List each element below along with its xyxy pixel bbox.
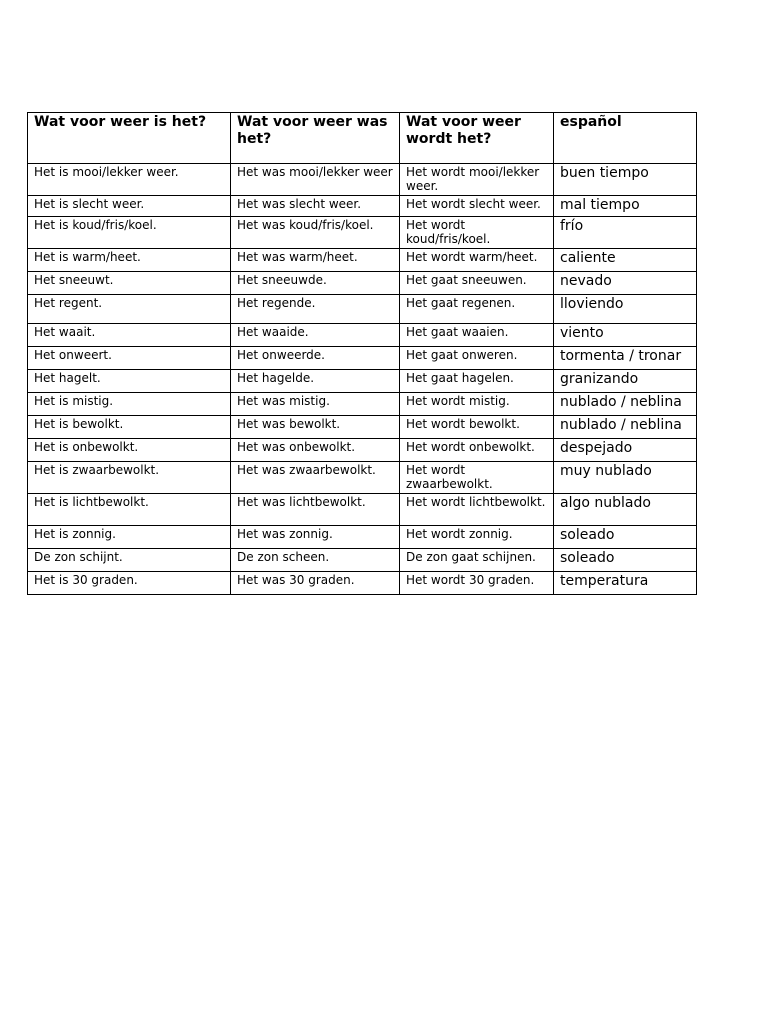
cell-past: Het was warm/heet. [231, 249, 400, 272]
cell-present: Het is onbewolkt. [28, 439, 231, 462]
cell-spanish: despejado [554, 439, 697, 462]
cell-present: Het is 30 graden. [28, 572, 231, 595]
cell-present: Het is bewolkt. [28, 416, 231, 439]
cell-present: Het is warm/heet. [28, 249, 231, 272]
cell-present: Het is koud/fris/koel. [28, 217, 231, 249]
cell-spanish: algo nublado [554, 494, 697, 526]
cell-spanish: caliente [554, 249, 697, 272]
cell-spanish: soleado [554, 526, 697, 549]
cell-past: Het was onbewolkt. [231, 439, 400, 462]
table-row [28, 439, 697, 462]
cell-future: Het wordt mooi/lekker weer. [400, 164, 554, 196]
cell-past: Het was lichtbewolkt. [231, 494, 400, 526]
cell-past: Het was zonnig. [231, 526, 400, 549]
cell-present: Het is slecht weer. [28, 196, 231, 217]
cell-present: Het is zonnig. [28, 526, 231, 549]
cell-spanish: lloviendo [554, 295, 697, 324]
cell-present: De zon schijnt. [28, 549, 231, 572]
table-row [28, 526, 697, 549]
cell-future: Het wordt warm/heet. [400, 249, 554, 272]
cell-past: Het hagelde. [231, 370, 400, 393]
table-row [28, 324, 697, 347]
cell-past: Het was bewolkt. [231, 416, 400, 439]
cell-spanish: nublado / neblina [554, 393, 697, 416]
table-row [28, 164, 697, 196]
cell-present: Het regent. [28, 295, 231, 324]
cell-spanish: nevado [554, 272, 697, 295]
header-cell-future: Wat voor weer wordt het? [400, 113, 554, 164]
weather-vocabulary-table [27, 112, 697, 595]
cell-future: Het wordt 30 graden. [400, 572, 554, 595]
table-header-row [28, 113, 697, 164]
table-row [28, 272, 697, 295]
table-row [28, 196, 697, 217]
cell-past: Het was mistig. [231, 393, 400, 416]
cell-past: Het was zwaarbewolkt. [231, 462, 400, 494]
cell-spanish: temperatura [554, 572, 697, 595]
cell-spanish: frío [554, 217, 697, 249]
cell-present: Het is lichtbewolkt. [28, 494, 231, 526]
table-row [28, 572, 697, 595]
cell-past: De zon scheen. [231, 549, 400, 572]
cell-spanish: viento [554, 324, 697, 347]
cell-future: Het wordt zonnig. [400, 526, 554, 549]
header-cell-spanish: español [554, 113, 697, 164]
cell-future: Het gaat onweren. [400, 347, 554, 370]
table-row [28, 370, 697, 393]
cell-spanish: granizando [554, 370, 697, 393]
cell-future: Het gaat regenen. [400, 295, 554, 324]
cell-present: Het waait. [28, 324, 231, 347]
cell-past: Het sneeuwde. [231, 272, 400, 295]
table-body [28, 164, 697, 595]
table-row [28, 295, 697, 324]
cell-future: Het wordt bewolkt. [400, 416, 554, 439]
table-row [28, 393, 697, 416]
table-row [28, 462, 697, 494]
cell-future: Het gaat sneeuwen. [400, 272, 554, 295]
cell-present: Het is zwaarbewolkt. [28, 462, 231, 494]
cell-future: De zon gaat schijnen. [400, 549, 554, 572]
cell-past: Het was mooi/lekker weer [231, 164, 400, 196]
cell-future: Het wordt koud/fris/koel. [400, 217, 554, 249]
cell-present: Het sneeuwt. [28, 272, 231, 295]
cell-future: Het gaat hagelen. [400, 370, 554, 393]
cell-future: Het wordt zwaarbewolkt. [400, 462, 554, 494]
table-row [28, 217, 697, 249]
header-cell-past: Wat voor weer was het? [231, 113, 400, 164]
cell-spanish: buen tiempo [554, 164, 697, 196]
table-row [28, 249, 697, 272]
cell-future: Het wordt lichtbewolkt. [400, 494, 554, 526]
cell-past: Het regende. [231, 295, 400, 324]
table-row [28, 494, 697, 526]
cell-present: Het is mistig. [28, 393, 231, 416]
cell-spanish: soleado [554, 549, 697, 572]
cell-spanish: nublado / neblina [554, 416, 697, 439]
cell-past: Het was 30 graden. [231, 572, 400, 595]
cell-present: Het onweert. [28, 347, 231, 370]
cell-spanish: mal tiempo [554, 196, 697, 217]
cell-future: Het gaat waaien. [400, 324, 554, 347]
cell-spanish: tormenta / tronar [554, 347, 697, 370]
cell-past: Het waaide. [231, 324, 400, 347]
cell-spanish: muy nublado [554, 462, 697, 494]
cell-past: Het onweerde. [231, 347, 400, 370]
table-row [28, 416, 697, 439]
cell-past: Het was slecht weer. [231, 196, 400, 217]
cell-future: Het wordt slecht weer. [400, 196, 554, 217]
table-row [28, 549, 697, 572]
cell-future: Het wordt mistig. [400, 393, 554, 416]
cell-future: Het wordt onbewolkt. [400, 439, 554, 462]
header-cell-present: Wat voor weer is het? [28, 113, 231, 164]
cell-past: Het was koud/fris/koel. [231, 217, 400, 249]
cell-present: Het is mooi/lekker weer. [28, 164, 231, 196]
cell-present: Het hagelt. [28, 370, 231, 393]
table-row [28, 347, 697, 370]
